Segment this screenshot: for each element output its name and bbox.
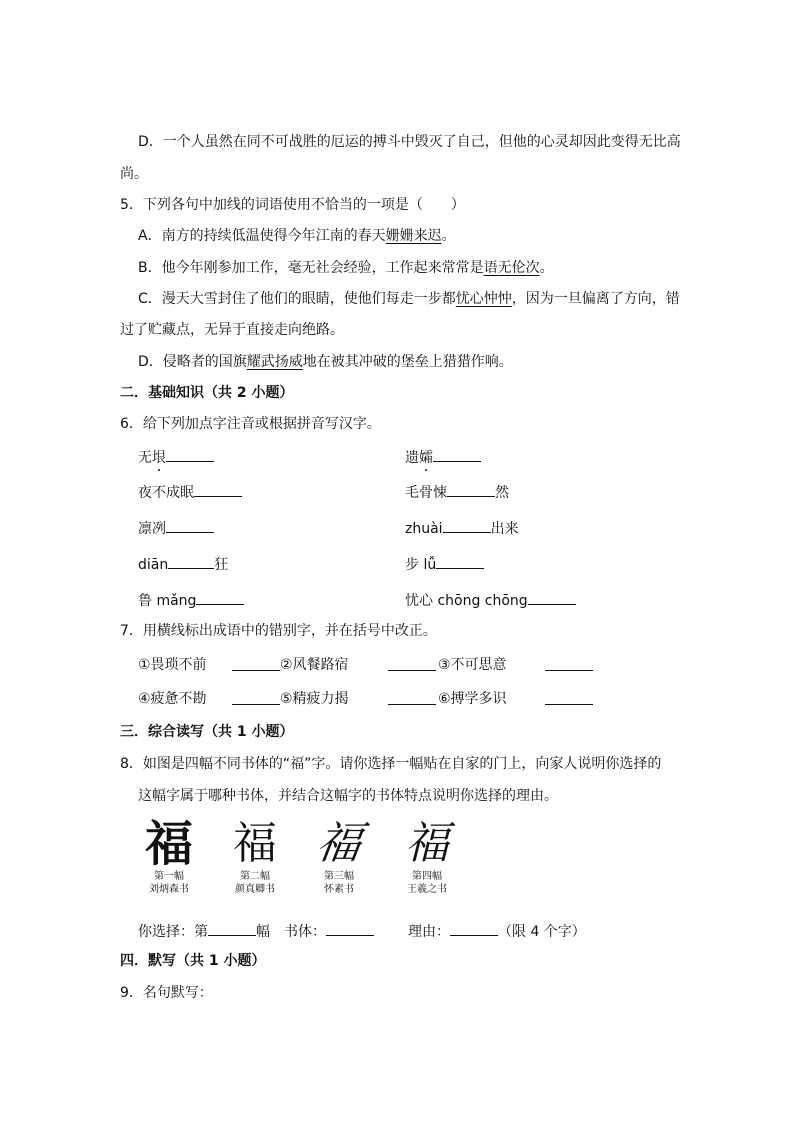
image-caption: 刘炳森书 <box>149 884 189 895</box>
image-caption: 第一幅 <box>154 871 184 882</box>
answer-blank[interactable] <box>232 656 280 671</box>
answer-blank[interactable] <box>168 554 214 569</box>
image-caption: 颜真卿书 <box>235 884 275 895</box>
q5-option-b <box>138 259 554 277</box>
image-caption: 第二幅 <box>240 871 270 882</box>
fu-character: 福 <box>405 818 449 869</box>
item-text: 然 <box>495 485 509 501</box>
dotted-char: 垠 <box>152 450 166 466</box>
underlined-word: 耀武扬威 <box>246 354 303 370</box>
calligraphy-image-3 <box>308 818 370 896</box>
item-text: 夜不成眠 <box>138 485 194 501</box>
image-caption: 王羲之书 <box>407 884 447 895</box>
q7-option-4: ④疲惫不勘 <box>138 691 207 707</box>
underlined-word: 姗姗来迟 <box>385 228 442 244</box>
answer-blank[interactable] <box>166 447 214 462</box>
q6-item-8 <box>405 554 484 574</box>
option-text: A．南方的持续低温使得今年江南的春天 <box>138 228 386 244</box>
q6-item-6 <box>405 518 519 538</box>
answer-blank[interactable] <box>166 518 214 533</box>
answer-label: 你选择：第 <box>138 924 208 940</box>
option-text: 。 <box>539 260 554 276</box>
q8-answer-line <box>138 921 586 941</box>
fu-character: 福 <box>313 818 365 869</box>
option-text: D．侵略者的国旗 <box>138 354 247 370</box>
item-text: 凛冽 <box>138 521 166 537</box>
calligraphy-image-1 <box>138 818 200 896</box>
q6-item-2 <box>405 447 481 467</box>
option-text: 。 <box>441 228 456 244</box>
q6-item-5 <box>138 518 214 538</box>
item-text: 遗 <box>405 450 419 466</box>
item-text: 毛骨悚 <box>405 485 447 501</box>
q4-option-d-line1: D．一个人虽然在同不可战胜的厄运的搏斗中毁灭了自己，但他的心灵却因此变得无比高 <box>138 134 681 150</box>
answer-blank[interactable] <box>388 656 436 671</box>
q7-option-5: ⑤精疲力揭 <box>280 691 349 707</box>
q5-option-c-line2: 过了贮藏点，无异于直接走向绝路。 <box>120 322 344 338</box>
q5-option-d <box>138 353 513 371</box>
answer-blank[interactable] <box>326 921 374 936</box>
answer-blank[interactable] <box>528 590 576 605</box>
item-text: 鲁 mǎng <box>138 593 197 609</box>
q7-option-6: ⑥搏学多识 <box>438 691 507 707</box>
underlined-word: 语无伦次 <box>483 260 540 276</box>
item-text: 步 lǚ <box>405 557 437 573</box>
q6-item-10 <box>405 590 576 610</box>
answer-blank[interactable] <box>545 656 593 671</box>
answer-label: （限 4 个字） <box>498 924 586 940</box>
item-text: zhuài <box>405 521 443 537</box>
image-caption: 第三幅 <box>324 871 354 882</box>
answer-blank[interactable] <box>450 921 498 936</box>
answer-blank[interactable] <box>447 482 495 497</box>
section-heading-4: 四．默写（共 1 小题） <box>120 953 266 969</box>
item-text: 狂 <box>214 557 229 573</box>
q5-option-a <box>138 227 456 245</box>
answer-blank[interactable] <box>232 690 280 705</box>
option-text: 地在被其冲破的堡垒上猎猎作响。 <box>302 354 513 370</box>
item-text: 无 <box>138 450 152 466</box>
answer-blank[interactable] <box>436 554 484 569</box>
q8-stem-line2: 这幅字属于哪种书体，并结合这幅字的书体特点说明你选择的理由。 <box>138 788 558 804</box>
option-text: ，因为一旦偏离了方向，错 <box>511 291 680 307</box>
underlined-word: 忧心忡忡 <box>455 291 512 307</box>
q6-item-7 <box>138 554 228 574</box>
q7-option-1: ①畏琐不前 <box>138 657 207 673</box>
q6-item-9 <box>138 590 244 610</box>
answer-blank[interactable] <box>433 447 481 462</box>
answer-blank[interactable] <box>194 482 242 497</box>
option-text: B．他今年刚参加工作，毫无社会经验，工作起来常常是 <box>138 260 484 276</box>
answer-blank[interactable] <box>545 690 593 705</box>
option-text: C．漫天大雪封住了他们的眼睛，使他们每走一步都 <box>138 291 456 307</box>
dotted-char: 孀 <box>419 450 433 466</box>
fu-character: 福 <box>144 816 193 872</box>
calligraphy-image-2 <box>224 818 286 896</box>
answer-label: 理由： <box>408 924 450 940</box>
answer-blank[interactable] <box>196 590 244 605</box>
q9-stem: 9．名句默写： <box>120 985 213 1001</box>
item-text: 出来 <box>490 521 519 537</box>
answer-blank[interactable] <box>388 690 436 705</box>
answer-label: 幅 书体： <box>256 924 326 940</box>
q5-stem: 5．下列各句中加线的词语使用不恰当的一项是（ ） <box>120 197 465 213</box>
q5-option-c <box>138 290 680 308</box>
q7-option-3: ③不可思意 <box>438 657 507 673</box>
answer-blank[interactable] <box>208 921 256 936</box>
q6-item-4 <box>405 482 509 502</box>
section-heading-2: 二．基础知识（共 2 小题） <box>120 385 294 401</box>
q6-item-1 <box>138 447 214 467</box>
item-text: 忧心 chōng chōng <box>405 593 528 609</box>
image-caption: 第四幅 <box>412 871 442 882</box>
q6-stem: 6．给下列加点字注音或根据拼音写汉字。 <box>120 416 381 432</box>
image-caption: 怀素书 <box>324 884 354 895</box>
q6-item-3 <box>138 482 242 502</box>
item-text: diān <box>138 557 169 573</box>
q4-option-d-line2: 尚。 <box>120 166 148 182</box>
q8-stem-line1: 8．如图是四幅不同书体的“福”字。请你选择一幅贴在自家的门上，向家人说明你选择的 <box>120 756 662 772</box>
section-heading-3: 三．综合读写（共 1 小题） <box>120 724 294 740</box>
answer-blank[interactable] <box>443 518 491 533</box>
calligraphy-image-4 <box>396 818 458 896</box>
fu-character: 福 <box>233 818 277 869</box>
q7-option-2: ②风餐路宿 <box>280 657 349 673</box>
q7-stem: 7．用横线标出成语中的错别字，并在括号中改正。 <box>120 623 437 639</box>
